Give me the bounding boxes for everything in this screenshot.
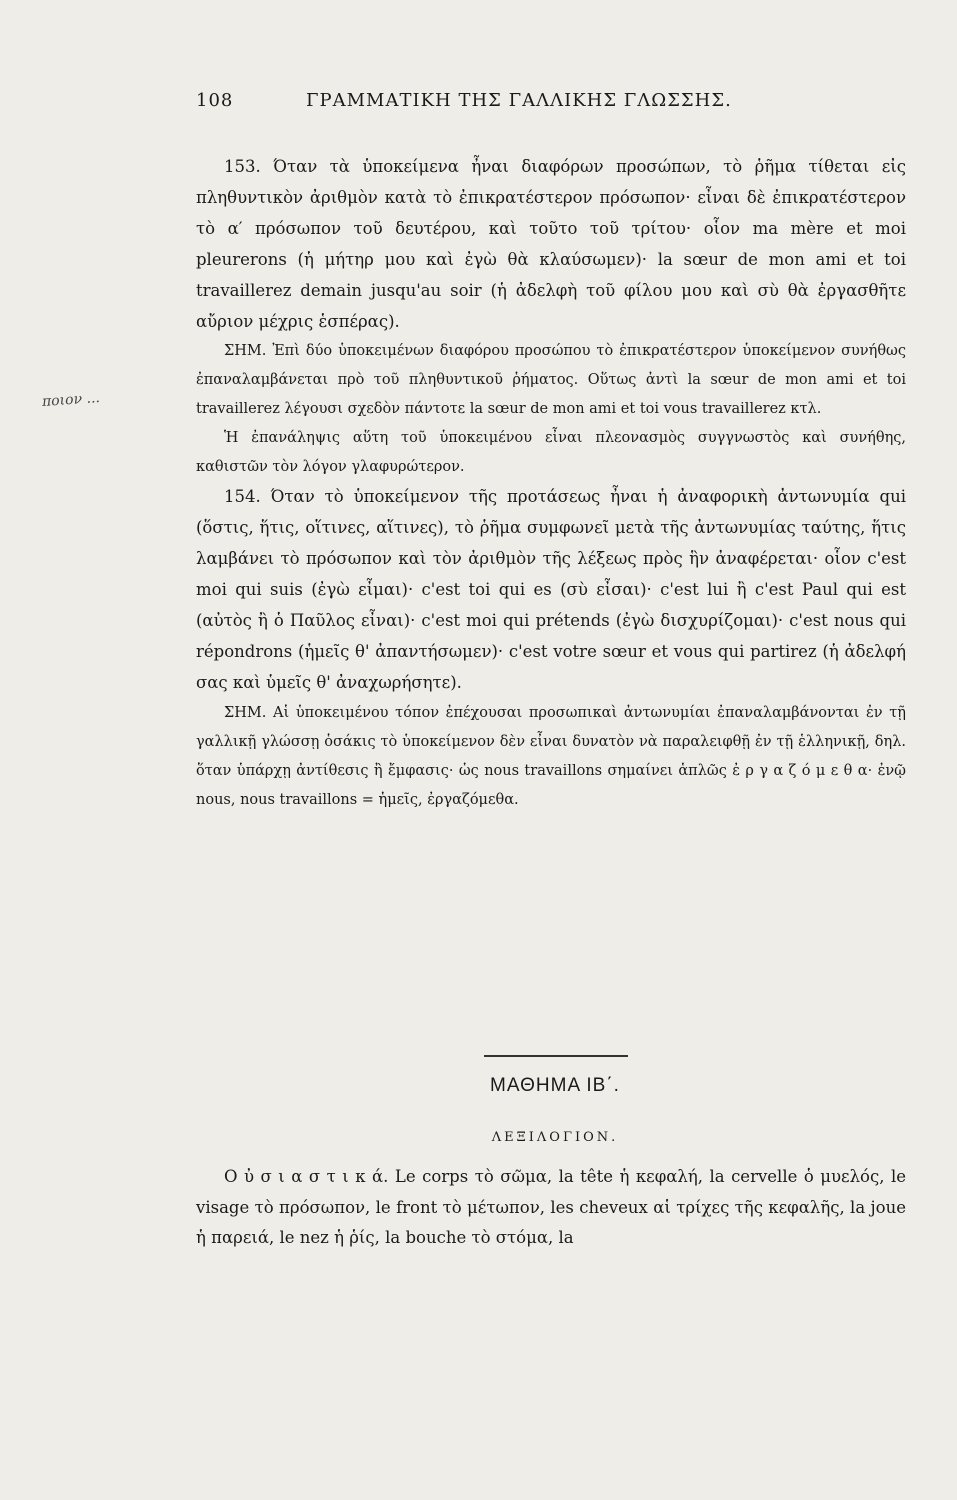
running-title: ΓΡΑΜΜΑΤΙΚΗ ΤΗΣ ΓΑΛΛΙΚΗΣ ΓΛΩΣΣΗΣ. (306, 90, 732, 111)
page-header (196, 90, 796, 111)
handwritten-margin-note: ποιον ... (41, 390, 101, 410)
note-153: ΣΗΜ. Ἐπὶ δύο ὑποκειμένων διαφόρου προσώπου τὸ ἐπικρατέστερον ὑποκείμενον συνήθως ἐπαναλαμβάνεται πρὸ τοῦ πληθυντικοῦ ῥήματος. Οὕτως ἀντὶ la sœur de mon ami et toi travaillerez λέγουσι σχεδὸν πάντοτε la sœur de mon ami et toi vous travaillerez κτλ. (196, 343, 906, 418)
paragraph-154: 154. Όταν τὸ ὑποκείμενον τῆς προτάσεως ἦναι ἡ ἀναφορικὴ ἀντωνυμία qui (ὅστις, ἥτις, οἵτινες, αἵτινες), τὸ ῥῆμα συμφωνεῖ μετὰ τῆς ἀντωνυμίας ταύτης, ἥτις λαμβάνει τὸ πρόσωπον καὶ τὸν ἀριθμὸν τῆς λέξεως πρὸς ἣν ἀναφέρεται· οἷον c'est moi qui suis (ἐγὼ εἶμαι)· c'est toi qui es (σὺ εἶσαι)· c'est lui ἢ c'est Paul qui est (αὐτὸς ἢ ὁ Παῦλος εἶναι)· c'est moi qui prétends (ἐγὼ δισχυρίζομαι)· c'est nous qui répondrons (ἡμεῖς θ' ἀπαντήσωμεν)· c'est votre sœur et vous qui partirez (ἡ ἀδελφή σας καὶ ὑμεῖς θ' ἀναχωρήσητε). (196, 487, 906, 692)
section-divider (484, 1055, 628, 1057)
lesson-title: ΜΑΘΗΜΑ ΙΒ΄. (490, 1075, 620, 1096)
paragraph-153: 153. Όταν τὰ ὑποκείμενα ἦναι διαφόρων προσώπων, τὸ ῥῆμα τίθεται εἰς πληθυντικὸν ἀριθμὸν κατὰ τὸ ἐπικρατέστερον πρόσωπον· εἶναι δὲ ἐπικρατέστερον τὸ α′ πρόσωπον τοῦ δευτέρου, καὶ τοῦτο τοῦ τρίτου· οἷον ma mère et moi pleurerons (ἡ μήτηρ μου καὶ ἐγὼ θὰ κλαύσωμεν)· la sœur de mon ami et toi travaillerez demain jusqu'au soir (ἡ ἀδελφὴ τοῦ φίλου μου καὶ σὺ θὰ ἐργασθῆτε αὔριον μέχρις ἑσπέρας). (196, 157, 906, 331)
vocabulary-paragraph: Ο ὐ σ ι α σ τ ι κ ά. Le corps τὸ σῶμα, la tête ἡ κεφαλή, la cervelle ὁ μυελός, le visage τὸ πρόσωπον, le front τὸ μέτωπον, les cheveux αἱ τρίχες τῆς κεφαλῆς, la joue ἡ παρειά, le nez ἡ ῥίς, la bouche τὸ στόμα, la (196, 1167, 906, 1247)
body-text (196, 152, 906, 815)
vocabulary-text (196, 1162, 906, 1254)
note-153-continued: Ἡ ἐπανάληψις αὕτη τοῦ ὑποκειμένου εἶναι πλεονασμὸς συγγνωστὸς καὶ συνήθης, καθιστῶν τὸν λόγον γλαφυρώτερον. (196, 430, 906, 476)
note-154: ΣΗΜ. Αἱ ὑποκειμένου τόπον ἐπέχουσαι προσωπικαὶ ἀντωνυμίαι ἐπαναλαμβάνονται ἐν τῇ γαλλικῇ γλώσσῃ ὁσάκις τὸ ὑποκείμενον δὲν εἶναι δυνατὸν νὰ παραλειφθῇ ἐν τῇ ἑλληνικῇ, δηλ. ὅταν ὑπάρχῃ ἀντίθεσις ἢ ἔμφασις· ὡς nous travaillons σημαίνει ἁπλῶς ἐ ρ γ α ζ ό μ ε θ α· ἐνῷ nous, nous travaillons = ἡμεῖς, ἐργαζόμεθα. (196, 704, 906, 808)
vocabulary-title: ΛΕΞΙΛΟΓΙΟΝ. (491, 1130, 619, 1145)
page-number: 108 (196, 90, 234, 111)
